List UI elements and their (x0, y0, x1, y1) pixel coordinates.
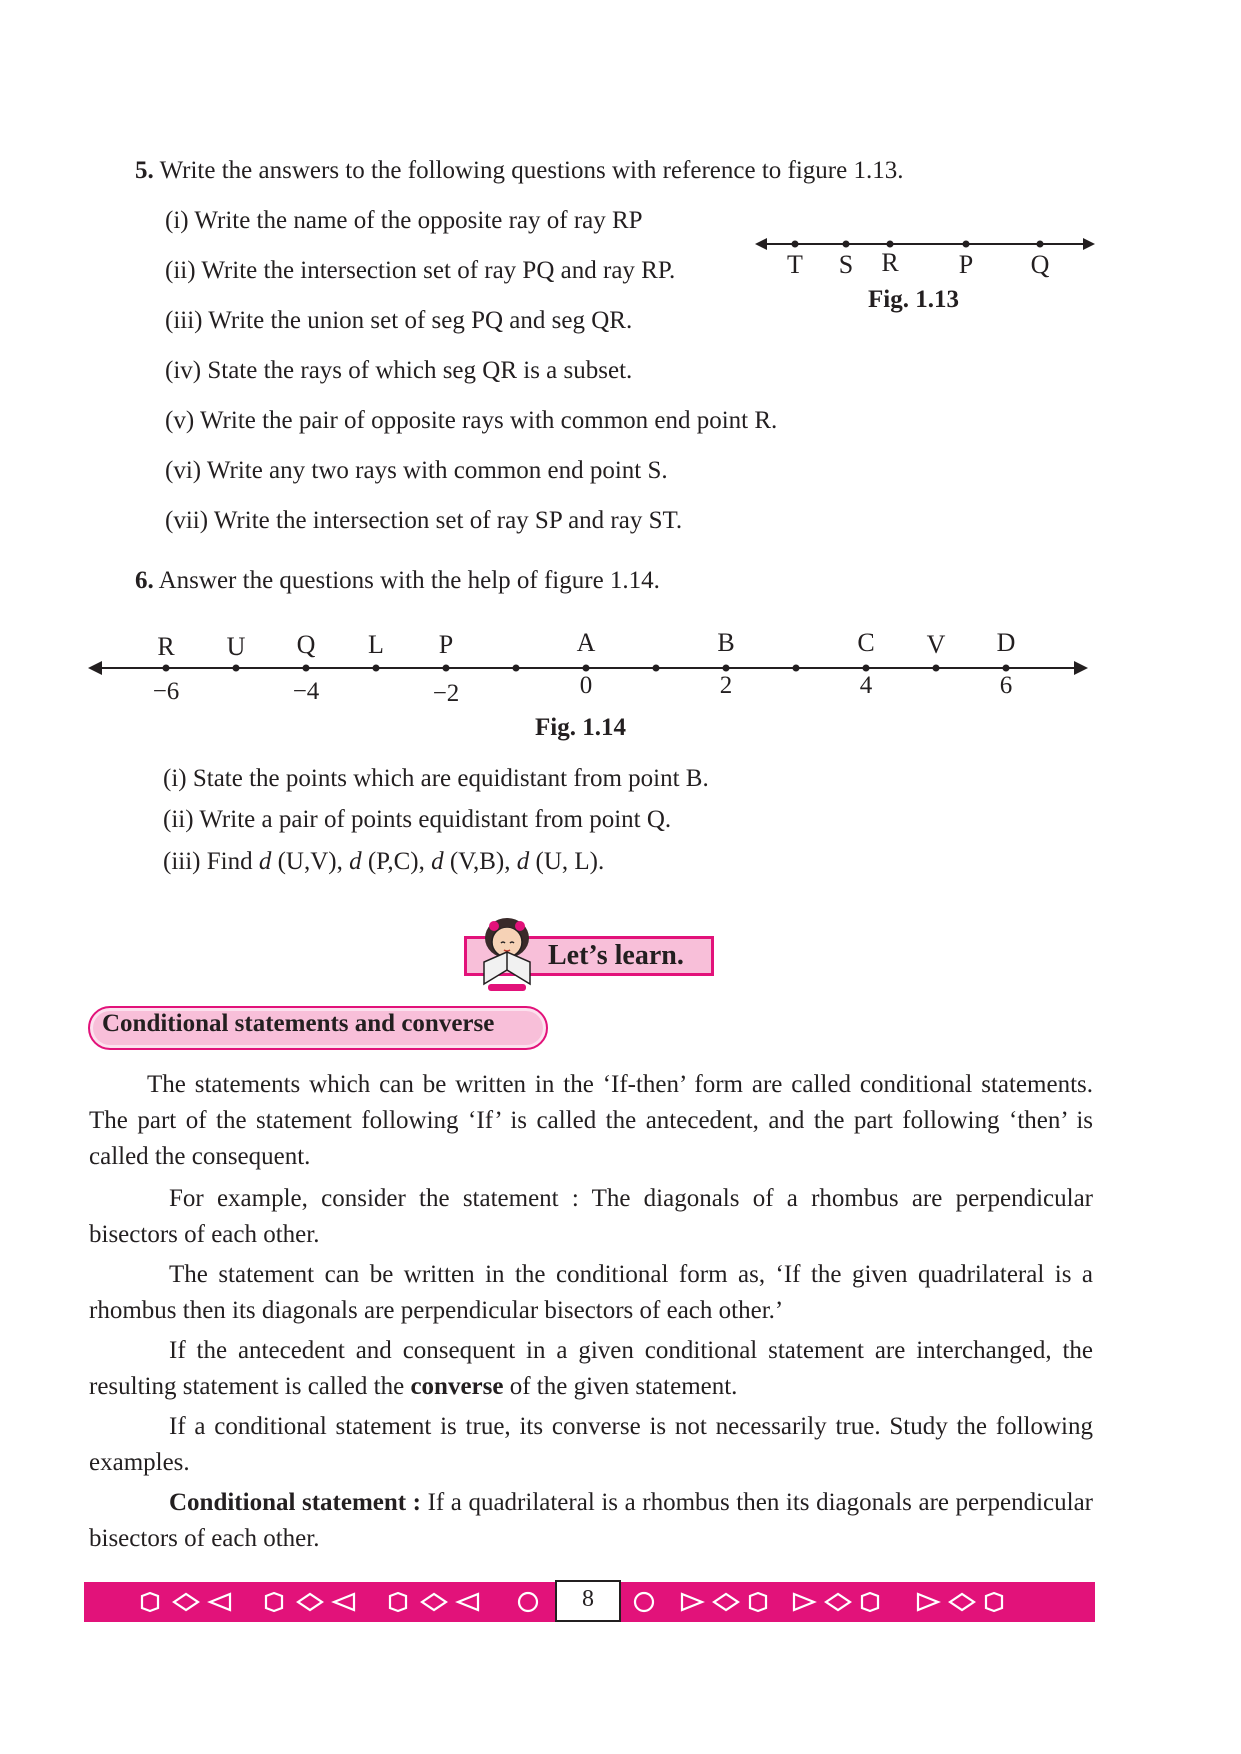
fig114-point-P: P (438, 630, 454, 659)
paragraph-6 (89, 1485, 1093, 1557)
q6-item-3-part-a: (U,V), (271, 848, 350, 875)
fig114-tick-6: 6 (999, 672, 1013, 699)
fig114-dot (233, 665, 240, 672)
fig114-dot (443, 665, 450, 672)
q5-item-1: (i) Write the name of the opposite ray of ray RP (165, 207, 643, 234)
fig114-dot (583, 665, 590, 672)
fig114-tick-4: 4 (859, 672, 873, 699)
q6-text: Answer the questions with the help of figure 1.14. (158, 567, 660, 594)
fig114-tick-0: 0 (579, 672, 593, 699)
fig114-tick-neg2: −2 (432, 680, 460, 707)
paragraph-6-text: If a quadrilateral is a rhombus then its diagonals are perpendicular bisectors of each other. (89, 1489, 1093, 1552)
q6-number: 6. (135, 567, 154, 594)
reading-girl-icon (470, 912, 544, 992)
fig114-point-B: B (717, 628, 735, 657)
q6-item-3-prefix: (iii) Find (163, 848, 259, 875)
fig-1-13-caption: Fig. 1.13 (868, 286, 959, 313)
fig114-tick-neg6: −6 (152, 678, 180, 705)
fig114-dot (863, 665, 870, 672)
fig114-point-R: R (157, 632, 175, 661)
fig113-point-P: P (958, 250, 974, 279)
q6-item-1: (i) State the points which are equidistant from point B. (163, 765, 709, 792)
q5-number: 5. (135, 157, 154, 184)
q5-item-4: (iv) State the rays of which seg QR is a subset. (165, 357, 633, 384)
point-T-dot (792, 241, 799, 248)
fig114-point-L: L (368, 630, 384, 659)
lets-learn-title: Let’s learn. (548, 940, 684, 971)
fig114-dot (933, 665, 940, 672)
q6-item-2: (ii) Write a pair of points equidistant from point Q. (163, 806, 672, 833)
q5-heading (135, 157, 903, 185)
q5-item-5: (v) Write the pair of opposite rays with common end point R. (165, 407, 778, 434)
fig114-dot (513, 665, 520, 672)
paragraph-3: The statement can be written in the conditional form as, ‘If the given quadrilateral is a rhombus then its diagonals are perpendicular bisectors of each other.’ (89, 1261, 1093, 1324)
fig114-tick-2: 2 (719, 672, 733, 699)
footer-shapes-left (134, 1588, 554, 1616)
paragraph-1: The statements which can be written in the ‘If-then’ form are called conditional statements. The part of the statement following ‘If’ is called the antecedent, and the part following ‘then’ is called the consequent. (89, 1071, 1093, 1170)
paragraph-4-text-a: If the antecedent and consequent in a given conditional statement are interchanged, the resulting statement is called the (89, 1337, 1093, 1400)
distance-symbol: d (431, 848, 444, 875)
point-R-dot (887, 241, 894, 248)
fig114-dot (653, 665, 660, 672)
q5-item-6: (vi) Write any two rays with common end point S. (165, 457, 668, 484)
distance-symbol: d (349, 848, 362, 875)
q5-item-2: (ii) Write the intersection set of ray PQ and ray RP. (165, 257, 676, 284)
topic-heading: Conditional statements and converse (102, 1010, 495, 1037)
fig114-dot (163, 665, 170, 672)
fig114-point-U: U (226, 632, 246, 661)
fig114-point-V: V (926, 630, 946, 659)
fig113-point-T: T (787, 250, 803, 279)
q6-heading (135, 567, 660, 595)
paragraph-2: For example, consider the statement : The diagonals of a rhombus are perpendicular bisectors of each other. (89, 1185, 1093, 1248)
distance-symbol: d (516, 848, 530, 875)
fig113-point-S: S (838, 250, 854, 279)
page-number: 8 (582, 1586, 594, 1612)
paragraph-4-text-b: of the given statement. (503, 1373, 738, 1400)
point-P-dot (963, 241, 970, 248)
paragraph-4 (89, 1333, 1093, 1405)
fig114-point-A: A (576, 628, 596, 657)
fig114-tick-neg4: −4 (292, 678, 320, 705)
distance-symbol: d (258, 848, 272, 875)
point-Q-dot (1037, 241, 1044, 248)
q5-item-3: (iii) Write the union set of seg PQ and seg QR. (165, 307, 633, 334)
fig-1-14-caption: Fig. 1.14 (535, 714, 626, 741)
fig113-point-Q: Q (1030, 250, 1050, 279)
conditional-statement-label: Conditional statement : (169, 1489, 422, 1516)
fig114-dot (1003, 665, 1010, 672)
q5-item-7: (vii) Write the intersection set of ray SP and ray ST. (165, 507, 683, 534)
fig114-point-C: C (857, 628, 875, 657)
fig114-dot (793, 665, 800, 672)
q6-item-3-part-e: (U, L). (529, 848, 605, 875)
converse-term: converse (410, 1373, 504, 1400)
q5-text: Write the answers to the following questions with reference to figure 1.13. (159, 157, 904, 184)
paragraph-5: If a conditional statement is true, its converse is not necessarily true. Study the following examples. (89, 1413, 1093, 1476)
q6-item-3-part-b: (P,C), (361, 848, 432, 875)
footer-shapes-right (626, 1588, 1036, 1616)
q6-item-3-part-c: (V,B), (443, 848, 517, 875)
q6-item-3 (163, 848, 604, 876)
fig114-dot (723, 665, 730, 672)
point-S-dot (843, 241, 850, 248)
fig114-point-Q: Q (296, 630, 316, 659)
fig114-dot (303, 665, 310, 672)
fig114-dot (373, 665, 380, 672)
fig113-point-R: R (881, 248, 899, 277)
fig114-point-D: D (996, 628, 1016, 657)
